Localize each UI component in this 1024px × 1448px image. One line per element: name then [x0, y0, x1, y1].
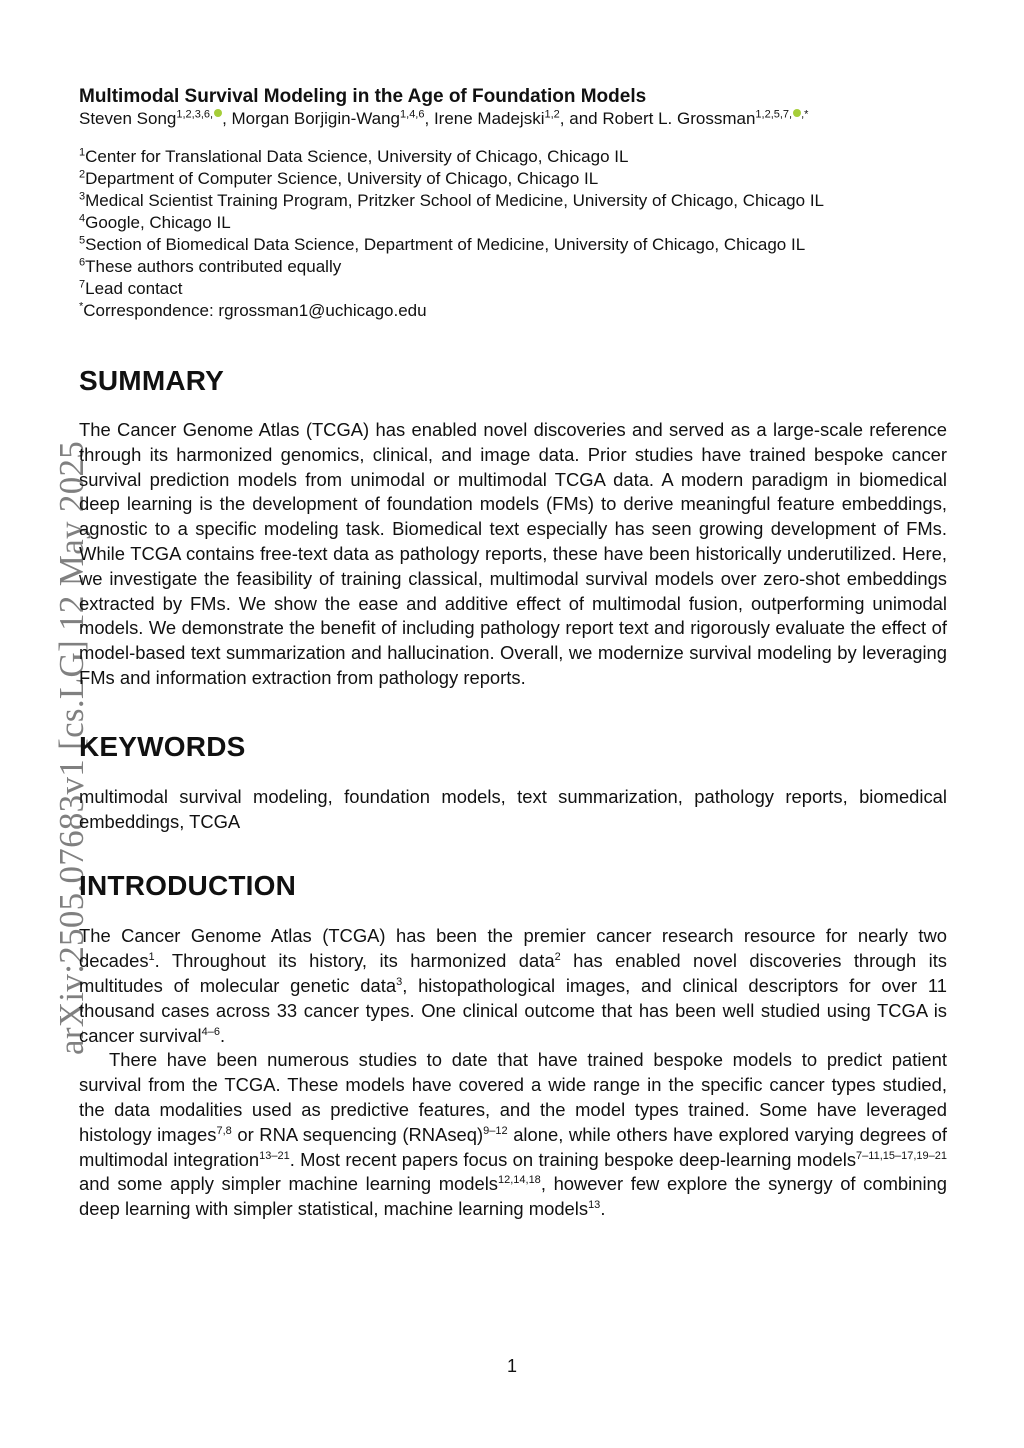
author-name: Steven Song	[79, 109, 177, 128]
orcid-icon[interactable]	[793, 109, 801, 117]
author-list: Steven Song$^{1,2,3,6,}$ , Morgan Borjigin-Wang$^{1,4,6}$, Irene Madejski$^{1,2}$, and Robert L. Grossman$^{1,2,5,7,}$ ,*	[79, 108, 809, 128]
affiliation-mark: 6	[79, 256, 86, 269]
author-name: Robert L. Grossman	[602, 109, 756, 128]
paragraph-text: The Cancer Genome Atlas (TCGA) has been the premier cancer research resource for nearly two decades	[79, 925, 947, 972]
affiliation-mark: 5	[79, 234, 86, 247]
paragraph-text: .	[600, 1198, 606, 1220]
summary-heading: SUMMARY	[79, 365, 225, 396]
citation-ref[interactable]: 13–21	[259, 1149, 290, 1162]
author-affiliation-marks: 1,2,5,7,	[755, 108, 793, 121]
keywords-heading: KEYWORDS	[79, 730, 246, 762]
affiliation-line	[79, 190, 947, 212]
paper-title: Multimodal Survival Modeling in the Age of Foundation Models	[79, 86, 647, 107]
citation-ref[interactable]: 2	[554, 951, 561, 964]
keywords-text: multimodal survival modeling, foundation models, text summarization, pathology reports, biomedical embeddings, TCGA	[79, 785, 947, 832]
citation-ref[interactable]: 9–12	[483, 1124, 508, 1137]
affiliation-mark: 4	[79, 212, 86, 225]
citation-ref[interactable]: 7,8	[216, 1124, 232, 1137]
affiliation-text: Department of Computer Science, University of Chicago, Chicago IL	[85, 169, 599, 188]
affiliation-text: Google, Chicago IL	[85, 213, 231, 232]
affiliation-line	[79, 300, 947, 322]
affiliation-line	[79, 168, 947, 190]
citation-ref[interactable]: 13	[588, 1199, 601, 1211]
paragraph-text: There have been numerous studies to date that have trained bespoke models to predict patient survival from the TCGA. These models have covered a wide range in the specific cancer types studied, the data modalities used as predictive features, and the model types trained. Some have leveraged histology images	[79, 1049, 947, 1145]
affiliation-line	[79, 146, 947, 168]
citation-ref[interactable]: 7–11,15–17,19–21	[856, 1149, 947, 1162]
introduction-heading: INTRODUCTION	[79, 870, 297, 902]
orcid-icon[interactable]	[214, 109, 222, 117]
paragraph-text: has enabled novel discoveries through its multitudes of molecular genetic data	[79, 950, 947, 996]
affiliation-text: These authors contributed equally	[85, 257, 342, 276]
paragraph-text: .	[220, 1024, 226, 1046]
affiliation-text: Medical Scientist Training Program, Pritzker School of Medicine, University of Chicago, Chicago IL	[85, 191, 824, 210]
corresponding-mark: ,*	[801, 108, 809, 121]
affiliation-list	[79, 146, 947, 322]
author-affiliation-marks: 1,2,3,6,	[176, 108, 214, 121]
affiliation-line	[79, 278, 947, 300]
arxiv-stamp: arXiv:2505.07683v1 [cs.LG] 12 May 2025	[52, 440, 91, 1055]
affiliation-line	[79, 212, 947, 234]
affiliation-mark: 3	[79, 190, 86, 203]
affiliation-line	[79, 234, 947, 256]
paragraph-text: , histopathological images, and clinical descriptors for over 11 thousand cases across 33 cancer types. One clinical outcome that has been well studied using TCGA is cancer survival	[79, 974, 947, 1046]
affiliation-mark: *	[79, 300, 84, 313]
affiliation-text: Center for Translational Data Science, University of Chicago, Chicago IL	[85, 147, 629, 166]
citation-ref[interactable]: 12,14,18	[497, 1174, 541, 1187]
paragraph-text: . Throughout its history, its harmonized data	[154, 950, 555, 972]
affiliation-text: Section of Biomedical Data Science, Department of Medicine, University of Chicago, Chicago IL	[85, 235, 806, 254]
page-number: 1	[506, 1356, 517, 1376]
author-affiliation-marks: 1,2	[544, 108, 560, 121]
affiliation-mark: 2	[79, 168, 86, 181]
intro-paragraph-1	[79, 924, 947, 1048]
affiliation-line	[79, 256, 947, 278]
paragraph-text: and some apply simpler machine learning models	[79, 1173, 498, 1195]
summary-text: The Cancer Genome Atlas (TCGA) has enabled novel discoveries and served as a large-scale reference through its harmonized genomics, clinical, and image data. Prior studies have trained bespoke cancer survival prediction models from unimodal or multimodal TCGA data. A modern paradigm in biomedical deep learning is the development of foundation models (FMs) to derive meaningful feature embeddings, agnostic to a specific modeling task. Biomedical text especially has seen growing development of FMs. While TCGA contains free-text data as pathology reports, these have been historically underutilized. Here, we investigate the feasibility of training classical, multimodal survival models over zero-shot embeddings extracted by FMs. We show the ease and additive effect of multimodal fusion, outperforming unimodal models. We demonstrate the benefit of including pathology report text and rigorously evaluate the effect of model-based text summarization and hallucination. Overall, we modernize survival modeling by leveraging FMs and information extraction from pathology reports.	[79, 419, 947, 688]
citation-ref[interactable]: 4–6	[201, 1025, 221, 1038]
paragraph-text: alone, while others have explored varying degrees of multimodal integration	[79, 1123, 948, 1170]
paragraph-text: . Most recent papers focus on training bespoke deep-learning models	[289, 1148, 857, 1170]
affiliation-mark: 1	[79, 146, 86, 159]
paragraph-text: , however few explore the synergy of combining deep learning with simpler statistical, machine learning models	[79, 1173, 947, 1220]
paragraph-text: or RNA sequencing (RNAseq)	[231, 1123, 484, 1145]
affiliation-text: Lead contact	[85, 279, 183, 298]
author-name: Irene Madejski	[433, 109, 545, 128]
affiliation-mark: 7	[79, 278, 86, 291]
author-affiliation-marks: 1,4,6	[400, 108, 425, 121]
citation-ref[interactable]: 1	[148, 951, 155, 964]
paper-content	[79, 86, 947, 1222]
author-name: Morgan Borjigin-Wang	[231, 109, 401, 128]
affiliation-text: Correspondence: rgrossman1@uchicago.edu	[83, 301, 427, 320]
citation-ref[interactable]: 3	[396, 975, 403, 988]
intro-paragraph-2	[79, 1048, 947, 1222]
